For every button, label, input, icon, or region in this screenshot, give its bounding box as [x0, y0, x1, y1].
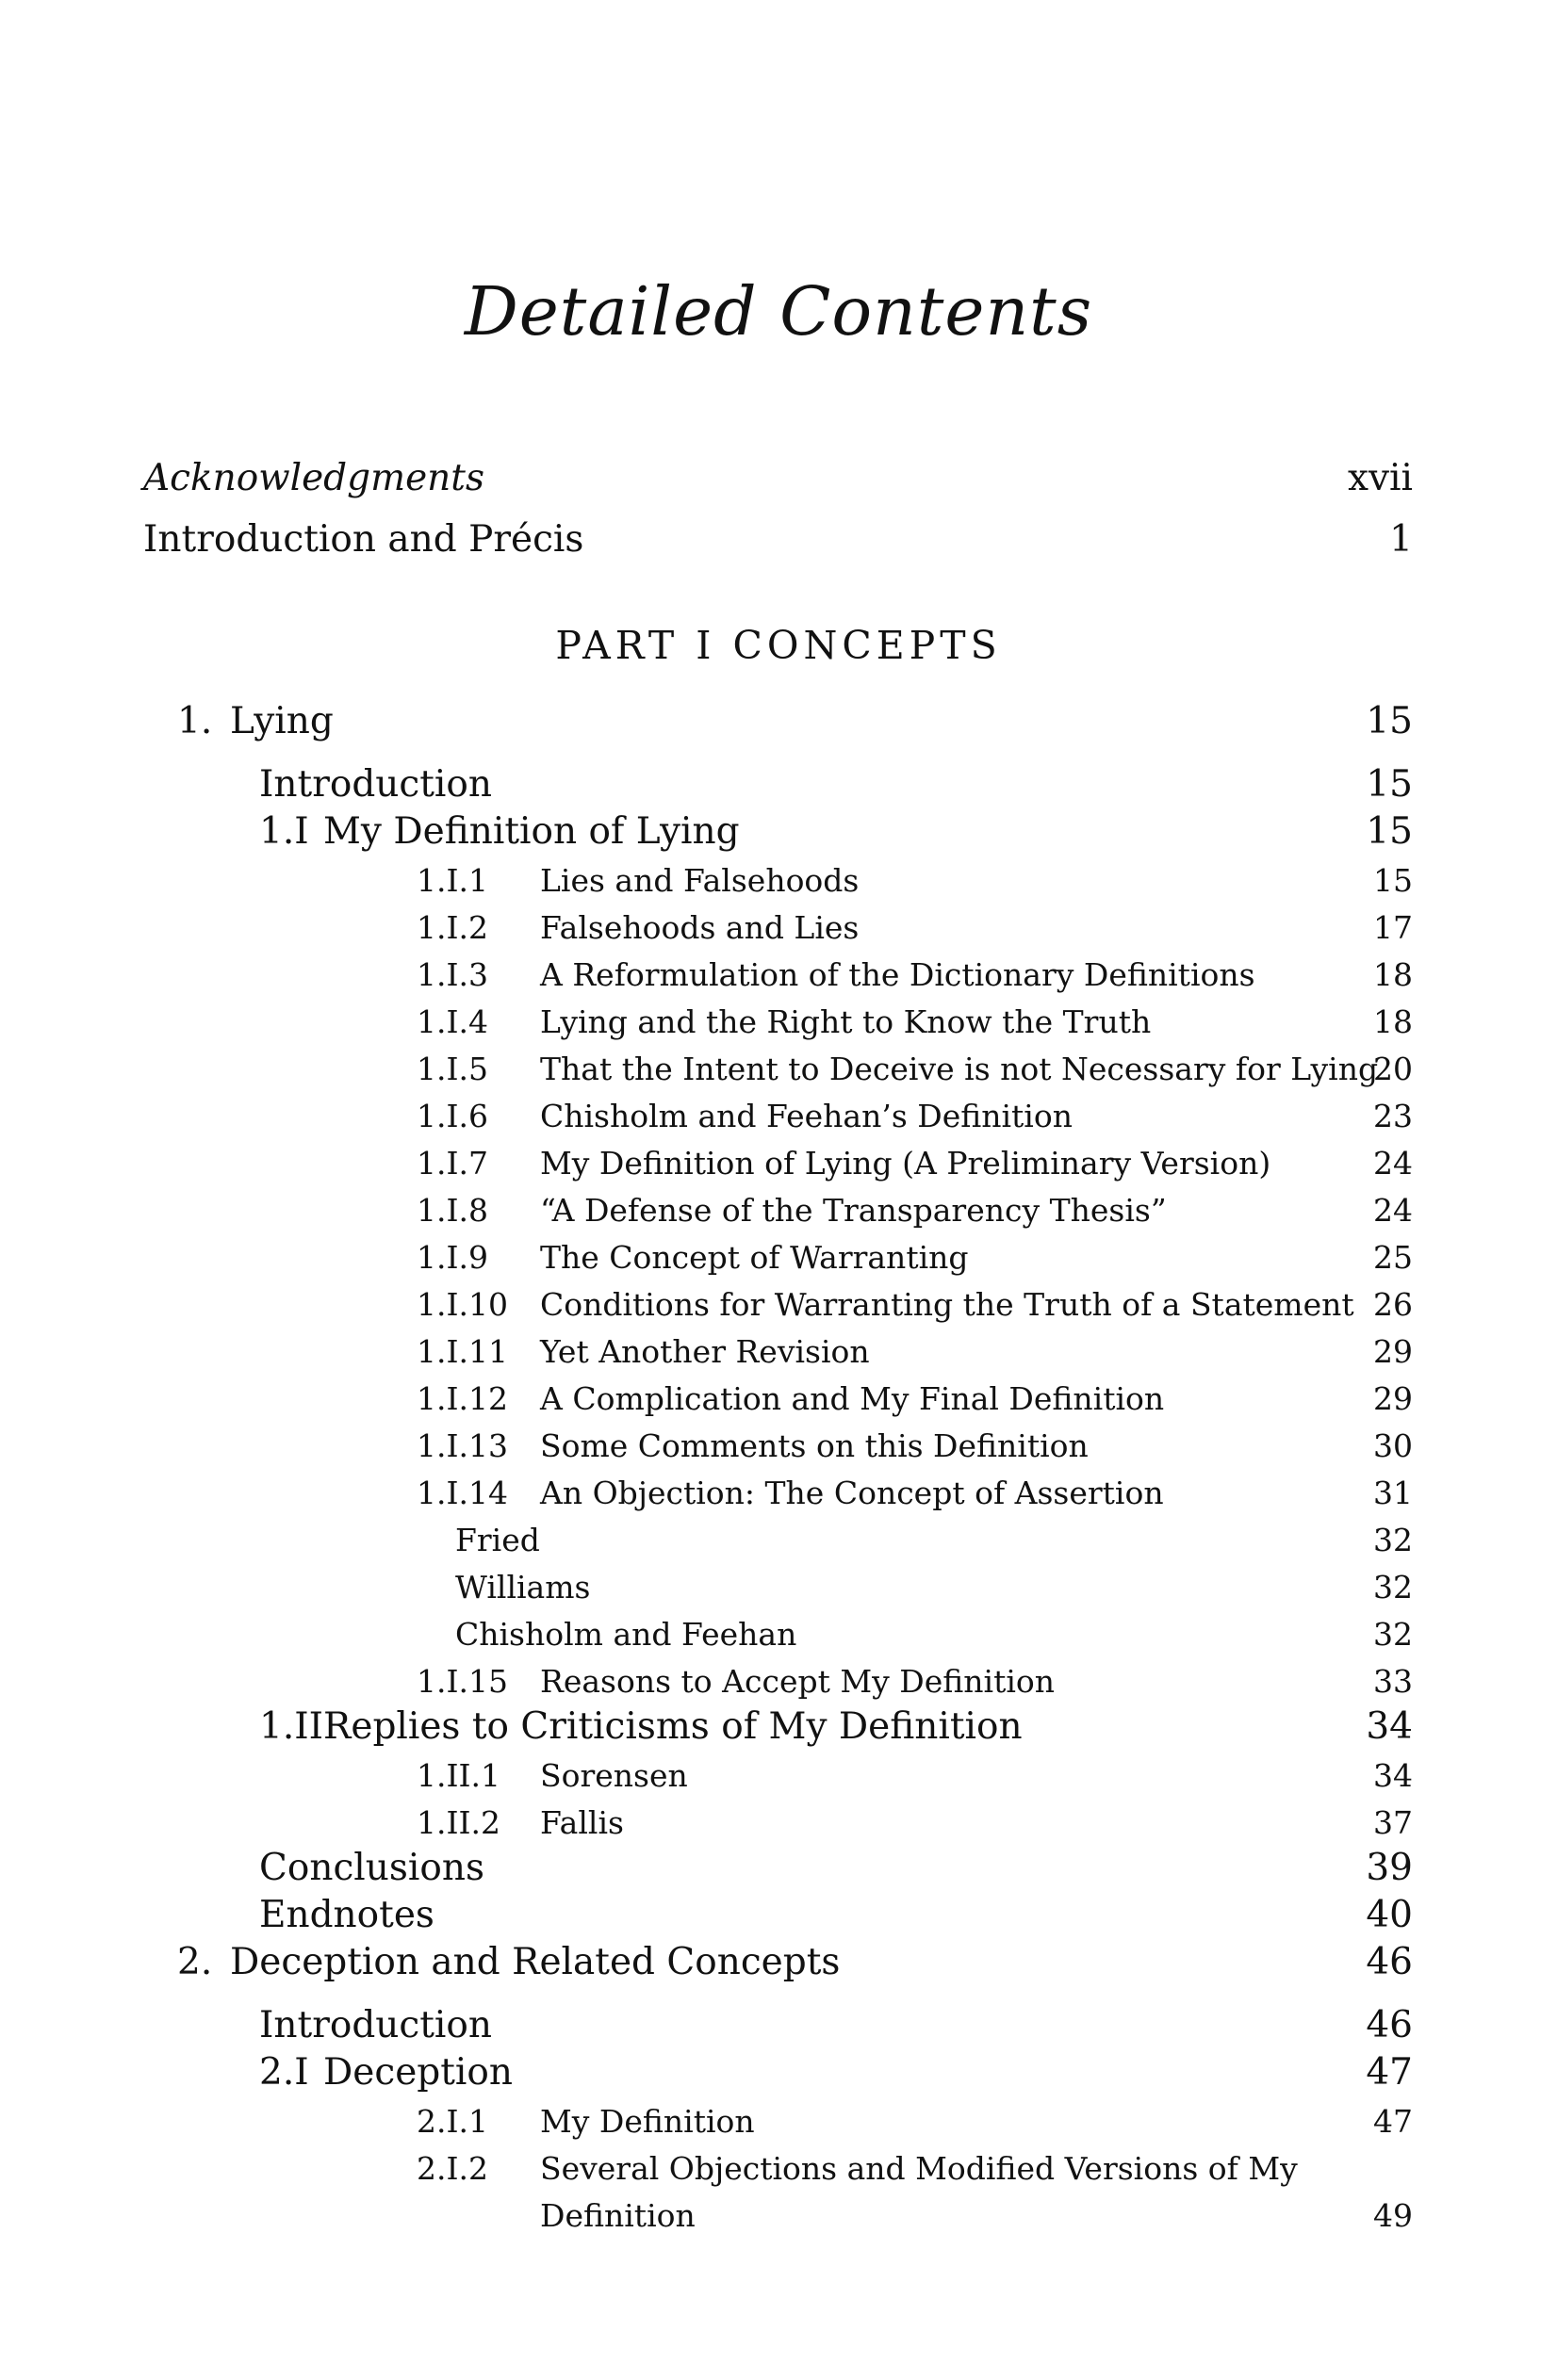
toc-label: A Complication and My Final Definition	[540, 1380, 1165, 1417]
toc-label: Fried	[455, 1522, 540, 1558]
toc-page-number: 39	[1366, 1847, 1413, 1889]
toc-subsection-number: 1.I.10	[417, 1286, 509, 1323]
toc-page-number: 24	[1373, 1145, 1413, 1182]
toc-page-number: 15	[1366, 810, 1413, 853]
toc-subsection-number: 1.I.1	[417, 862, 489, 899]
toc-section-number: 1.II	[259, 1705, 324, 1748]
toc-page-number: 37	[1373, 1804, 1413, 1841]
toc-subsection-number: 1.II.2	[417, 1804, 501, 1841]
toc-label: Sorensen	[540, 1757, 688, 1794]
toc-page-number: 46	[1366, 1941, 1413, 1983]
toc-subsection-number: 2.I.2	[417, 2150, 489, 2187]
toc-subsection-number: 1.II.1	[417, 1757, 501, 1794]
toc-page-number: 32	[1373, 1569, 1413, 1606]
toc-chapter-title: Lying	[230, 700, 334, 742]
toc-label: My Definition	[540, 2103, 755, 2140]
toc-subsection-number: 1.I.5	[417, 1051, 489, 1087]
toc-label: That the Intent to Deceive is not Necessary for Lying	[540, 1051, 1379, 1087]
toc-page-number: 32	[1373, 1616, 1413, 1653]
toc-subsection-number: 1.I.7	[417, 1145, 489, 1182]
toc-chapter-number: 2.	[177, 1941, 213, 1983]
toc-label: Introduction	[259, 763, 492, 806]
toc-label: Falsehoods and Lies	[540, 909, 860, 946]
toc-label: Introduction	[259, 2004, 492, 2046]
toc-label: Replies to Criticisms of My Definition	[323, 1705, 1023, 1748]
toc-label: My Definition of Lying	[323, 810, 740, 853]
toc-label-continuation: Definition	[540, 2197, 696, 2234]
toc-label: Introduction and Précis	[143, 518, 584, 561]
toc-label: An Objection: The Concept of Assertion	[540, 1475, 1164, 1511]
toc-page-number: 26	[1373, 1286, 1413, 1323]
toc-page-number: 29	[1373, 1380, 1413, 1417]
toc-subsection-number: 1.I.9	[417, 1239, 489, 1276]
toc-label: Lies and Falsehoods	[540, 862, 860, 899]
toc-label: Chisholm and Feehan’s Definition	[540, 1098, 1073, 1134]
toc-section-number: 2.I	[259, 2051, 309, 2094]
toc-page-number: 40	[1366, 1894, 1413, 1936]
toc-label: Deception	[323, 2051, 513, 2094]
toc-label: Some Comments on this Definition	[540, 1427, 1089, 1464]
toc-page-number: 29	[1373, 1333, 1413, 1370]
toc-label: My Definition of Lying (A Preliminary Version)	[540, 1145, 1271, 1182]
toc-page-number: 24	[1373, 1192, 1413, 1229]
toc-label: Acknowledgments	[143, 457, 484, 499]
toc-subsection-number: 2.I.1	[417, 2103, 489, 2140]
toc-page-number: 15	[1366, 763, 1413, 806]
toc-page-number: 46	[1366, 2004, 1413, 2046]
toc-label: Conditions for Warranting the Truth of a Statement	[540, 1286, 1354, 1323]
toc-page-number: 18	[1373, 1003, 1413, 1040]
toc-chapter-title: Deception and Related Concepts	[230, 1941, 841, 1983]
toc-page-number: 34	[1373, 1757, 1413, 1794]
toc-subsection-number: 1.I.13	[417, 1427, 509, 1464]
toc-label: Several Objections and Modified Versions of My	[540, 2150, 1298, 2187]
toc-label: Conclusions	[259, 1847, 484, 1889]
toc-page-number: 32	[1373, 1522, 1413, 1558]
toc-label: A Reformulation of the Dictionary Definitions	[540, 956, 1255, 993]
toc-page-number: 47	[1373, 2103, 1413, 2140]
toc-subsection-number: 1.I.4	[417, 1003, 489, 1040]
toc-page-number: 30	[1373, 1427, 1413, 1464]
toc-page-number: 25	[1373, 1239, 1413, 1276]
toc-page-number: 47	[1366, 2051, 1413, 2094]
toc-subsection-number: 1.I.3	[417, 956, 489, 993]
toc-subsection-number: 1.I.12	[417, 1380, 509, 1417]
toc-subsection-number: 1.I.15	[417, 1663, 509, 1700]
toc-label: The Concept of Warranting	[540, 1239, 969, 1276]
toc-section-number: 1.I	[259, 810, 309, 853]
toc-chapter-number: 1.	[177, 700, 213, 742]
toc-label: Fallis	[540, 1804, 624, 1841]
toc-page-number: 17	[1373, 909, 1413, 946]
toc-page-number: 1	[1389, 518, 1413, 561]
toc-label: Endnotes	[259, 1894, 434, 1936]
toc-label: Yet Another Revision	[540, 1333, 870, 1370]
toc-page-number: 20	[1373, 1051, 1413, 1087]
toc-subsection-number: 1.I.8	[417, 1192, 489, 1229]
toc-page-number: 49	[1373, 2197, 1413, 2234]
toc-label: Reasons to Accept My Definition	[540, 1663, 1056, 1700]
toc-page-number: 23	[1373, 1098, 1413, 1134]
toc-label: “A Defense of the Transparency Thesis”	[540, 1192, 1167, 1229]
toc-page-number: 15	[1373, 862, 1413, 899]
toc-page-number: 34	[1366, 1705, 1413, 1748]
part-title: PART I CONCEPTS	[555, 623, 1002, 668]
toc-page-number: 15	[1366, 700, 1413, 742]
page-title: Detailed Contents	[464, 272, 1093, 350]
toc-page-number: xvii	[1348, 457, 1413, 499]
toc-label: Chisholm and Feehan	[455, 1616, 797, 1653]
toc-label: Lying and the Right to Know the Truth	[540, 1003, 1152, 1040]
toc-page-number: 31	[1373, 1475, 1413, 1511]
toc-page-number: 18	[1373, 956, 1413, 993]
toc-subsection-number: 1.I.6	[417, 1098, 489, 1134]
toc-label: Williams	[455, 1569, 591, 1606]
toc-subsection-number: 1.I.11	[417, 1333, 509, 1370]
toc-subsection-number: 1.I.14	[417, 1475, 509, 1511]
toc-page-number: 33	[1373, 1663, 1413, 1700]
toc-subsection-number: 1.I.2	[417, 909, 489, 946]
